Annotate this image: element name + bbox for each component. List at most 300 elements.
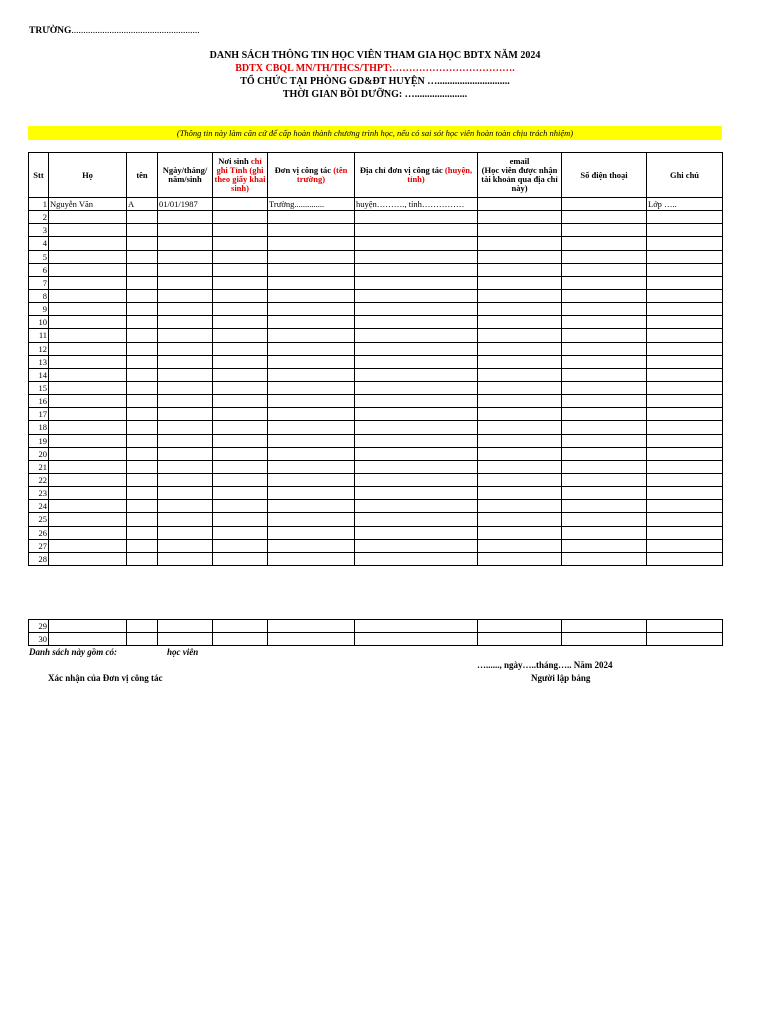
cell-phone[interactable] <box>562 633 647 646</box>
cell-email[interactable] <box>478 211 562 224</box>
cell-phone[interactable] <box>562 355 647 368</box>
cell-unit[interactable] <box>268 263 355 276</box>
cell-email[interactable] <box>478 539 562 552</box>
cell-ho[interactable] <box>49 355 127 368</box>
cell-phone[interactable] <box>562 513 647 526</box>
cell-ten[interactable] <box>127 473 158 486</box>
cell-dob[interactable] <box>158 381 213 394</box>
cell-ten[interactable] <box>127 263 158 276</box>
cell-unit[interactable] <box>268 316 355 329</box>
cell-unit[interactable]: Trường.............. <box>268 198 355 211</box>
cell-ho[interactable] <box>49 620 127 633</box>
cell-pob[interactable] <box>213 355 268 368</box>
cell-stt: 9 <box>29 303 49 316</box>
cell-ten[interactable] <box>127 539 158 552</box>
cell-dob[interactable] <box>158 303 213 316</box>
cell-note[interactable] <box>647 237 723 250</box>
cell-note[interactable] <box>647 473 723 486</box>
cell-stt: 3 <box>29 224 49 237</box>
cell-phone[interactable] <box>562 460 647 473</box>
cell-email[interactable] <box>478 460 562 473</box>
cell-dob[interactable] <box>158 447 213 460</box>
table-row <box>29 500 723 513</box>
cell-pob[interactable] <box>213 460 268 473</box>
cell-unit[interactable] <box>268 487 355 500</box>
cell-note[interactable] <box>647 434 723 447</box>
cell-phone[interactable] <box>562 487 647 500</box>
cell-address[interactable] <box>355 263 478 276</box>
cell-phone[interactable] <box>562 552 647 565</box>
cell-note[interactable]: Lớp ….. <box>647 198 723 211</box>
cell-email[interactable] <box>478 289 562 302</box>
cell-email[interactable] <box>478 316 562 329</box>
cell-ten[interactable] <box>127 316 158 329</box>
cell-ho[interactable] <box>49 526 127 539</box>
cell-ten[interactable] <box>127 552 158 565</box>
cell-note[interactable] <box>647 395 723 408</box>
cell-phone[interactable] <box>562 276 647 289</box>
col-header-unit <box>268 153 355 198</box>
col-header-ten: tên <box>127 153 158 198</box>
cell-dob[interactable] <box>158 237 213 250</box>
cell-ten[interactable] <box>127 224 158 237</box>
cell-dob[interactable] <box>158 633 213 646</box>
cell-unit[interactable] <box>268 355 355 368</box>
cell-note[interactable] <box>647 620 723 633</box>
cell-email[interactable] <box>478 237 562 250</box>
cell-unit[interactable] <box>268 500 355 513</box>
cell-ten[interactable] <box>127 620 158 633</box>
cell-dob[interactable] <box>158 276 213 289</box>
cell-email[interactable] <box>478 447 562 460</box>
cell-email[interactable] <box>478 633 562 646</box>
cell-pob[interactable] <box>213 198 268 211</box>
cell-ho[interactable] <box>49 329 127 342</box>
table-row <box>29 421 723 434</box>
cell-dob[interactable] <box>158 395 213 408</box>
cell-ho[interactable] <box>49 447 127 460</box>
cell-ten[interactable] <box>127 342 158 355</box>
cell-dob[interactable] <box>158 434 213 447</box>
cell-phone[interactable] <box>562 368 647 381</box>
cell-pob[interactable] <box>213 381 268 394</box>
school-blank: ...................................................... <box>71 26 200 36</box>
cell-email[interactable] <box>478 513 562 526</box>
cell-email[interactable] <box>478 329 562 342</box>
cell-phone[interactable] <box>562 237 647 250</box>
cell-ten[interactable] <box>127 276 158 289</box>
cell-phone[interactable] <box>562 539 647 552</box>
cell-unit[interactable] <box>268 211 355 224</box>
table-row <box>29 355 723 368</box>
cell-phone[interactable] <box>562 224 647 237</box>
cell-phone[interactable] <box>562 408 647 421</box>
cell-email[interactable] <box>478 355 562 368</box>
cell-email[interactable] <box>478 552 562 565</box>
cell-ho[interactable] <box>49 552 127 565</box>
cell-unit[interactable] <box>268 526 355 539</box>
cell-phone[interactable] <box>562 421 647 434</box>
cell-address[interactable] <box>355 633 478 646</box>
cell-unit[interactable] <box>268 395 355 408</box>
cell-email[interactable] <box>478 381 562 394</box>
cell-address[interactable] <box>355 447 478 460</box>
cell-unit[interactable] <box>268 552 355 565</box>
cell-note[interactable] <box>647 211 723 224</box>
cell-dob[interactable] <box>158 211 213 224</box>
cell-address[interactable] <box>355 316 478 329</box>
cell-phone[interactable] <box>562 303 647 316</box>
cell-address[interactable] <box>355 500 478 513</box>
cell-ho[interactable] <box>49 250 127 263</box>
cell-ho[interactable] <box>49 460 127 473</box>
cell-note[interactable] <box>647 368 723 381</box>
cell-ten[interactable] <box>127 513 158 526</box>
cell-note[interactable] <box>647 224 723 237</box>
cell-ten[interactable]: A <box>127 198 158 211</box>
table-header-row <box>29 153 723 198</box>
cell-unit[interactable] <box>268 633 355 646</box>
cell-ho[interactable] <box>49 473 127 486</box>
cell-pob[interactable] <box>213 487 268 500</box>
cell-ten[interactable] <box>127 408 158 421</box>
cell-stt: 17 <box>29 408 49 421</box>
cell-address[interactable] <box>355 250 478 263</box>
cell-address[interactable] <box>355 368 478 381</box>
cell-address[interactable] <box>355 237 478 250</box>
cell-address[interactable] <box>355 303 478 316</box>
cell-note[interactable] <box>647 447 723 460</box>
cell-email[interactable] <box>478 620 562 633</box>
cell-unit[interactable] <box>268 250 355 263</box>
cell-phone[interactable] <box>562 198 647 211</box>
cell-stt: 13 <box>29 355 49 368</box>
cell-note[interactable] <box>647 342 723 355</box>
cell-note[interactable] <box>647 500 723 513</box>
cell-phone[interactable] <box>562 500 647 513</box>
cell-pob[interactable] <box>213 500 268 513</box>
cell-pob[interactable] <box>213 513 268 526</box>
cell-note[interactable] <box>647 513 723 526</box>
cell-email[interactable] <box>478 276 562 289</box>
cell-ho[interactable] <box>49 500 127 513</box>
cell-pob[interactable] <box>213 408 268 421</box>
cell-ten[interactable] <box>127 395 158 408</box>
cell-ten[interactable] <box>127 211 158 224</box>
cell-unit[interactable] <box>268 434 355 447</box>
cell-dob[interactable] <box>158 473 213 486</box>
cell-address[interactable] <box>355 329 478 342</box>
cell-note[interactable] <box>647 316 723 329</box>
cell-email[interactable] <box>478 224 562 237</box>
cell-email[interactable] <box>478 421 562 434</box>
cell-stt: 25 <box>29 513 49 526</box>
cell-ho[interactable] <box>49 276 127 289</box>
table-body-continued <box>29 620 723 646</box>
cell-ten[interactable] <box>127 434 158 447</box>
table-row <box>29 552 723 565</box>
cell-email[interactable] <box>478 250 562 263</box>
cell-dob[interactable] <box>158 421 213 434</box>
cell-pob[interactable] <box>213 434 268 447</box>
cell-phone[interactable] <box>562 329 647 342</box>
cell-address[interactable] <box>355 473 478 486</box>
cell-ho[interactable] <box>49 289 127 302</box>
cell-unit[interactable] <box>268 224 355 237</box>
cell-phone[interactable] <box>562 289 647 302</box>
cell-pob[interactable] <box>213 224 268 237</box>
cell-email[interactable] <box>478 303 562 316</box>
cell-ho[interactable] <box>49 342 127 355</box>
cell-phone[interactable] <box>562 395 647 408</box>
cell-phone[interactable] <box>562 250 647 263</box>
cell-dob[interactable] <box>158 368 213 381</box>
cell-unit[interactable] <box>268 460 355 473</box>
cell-ten[interactable] <box>127 368 158 381</box>
cell-ten[interactable] <box>127 237 158 250</box>
cell-phone[interactable] <box>562 263 647 276</box>
cell-pob[interactable] <box>213 303 268 316</box>
cell-note[interactable] <box>647 276 723 289</box>
cell-ho[interactable] <box>49 316 127 329</box>
col-header-dob: Ngày/tháng/ năm/sinh <box>158 153 213 198</box>
cell-pob[interactable] <box>213 276 268 289</box>
cell-unit[interactable] <box>268 303 355 316</box>
col-header-ho: Họ <box>49 153 127 198</box>
cell-dob[interactable] <box>158 487 213 500</box>
cell-dob[interactable]: 01/01/1987 <box>158 198 213 211</box>
cell-unit[interactable] <box>268 276 355 289</box>
cell-pob[interactable] <box>213 421 268 434</box>
cell-note[interactable] <box>647 263 723 276</box>
cell-phone[interactable] <box>562 526 647 539</box>
cell-address[interactable] <box>355 355 478 368</box>
cell-dob[interactable] <box>158 460 213 473</box>
cell-address[interactable] <box>355 552 478 565</box>
cell-dob[interactable] <box>158 526 213 539</box>
cell-dob[interactable] <box>158 552 213 565</box>
cell-email[interactable] <box>478 473 562 486</box>
cell-phone[interactable] <box>562 211 647 224</box>
cell-dob[interactable] <box>158 289 213 302</box>
cell-pob[interactable] <box>213 316 268 329</box>
cell-unit[interactable] <box>268 473 355 486</box>
cell-note[interactable] <box>647 355 723 368</box>
program-line: BDTX CBQL MN/TH/THCS/THPT:………………………………. <box>235 63 515 74</box>
cell-unit[interactable] <box>268 381 355 394</box>
cell-address[interactable] <box>355 526 478 539</box>
cell-note[interactable] <box>647 487 723 500</box>
cell-ho[interactable] <box>49 263 127 276</box>
cell-ten[interactable] <box>127 329 158 342</box>
organizer-line: TỔ CHỨC TẠI PHÒNG GD&ĐT HUYỆN …............................. <box>240 76 510 87</box>
cell-email[interactable] <box>478 487 562 500</box>
cell-pob[interactable] <box>213 237 268 250</box>
cell-pob[interactable] <box>213 395 268 408</box>
cell-ho[interactable] <box>49 434 127 447</box>
cell-note[interactable] <box>647 381 723 394</box>
cell-ho[interactable] <box>49 237 127 250</box>
cell-address[interactable] <box>355 342 478 355</box>
cell-dob[interactable] <box>158 513 213 526</box>
cell-address[interactable] <box>355 421 478 434</box>
cell-ho[interactable] <box>49 408 127 421</box>
cell-stt: 10 <box>29 316 49 329</box>
cell-ho[interactable] <box>49 381 127 394</box>
cell-unit[interactable] <box>268 329 355 342</box>
cell-address[interactable] <box>355 408 478 421</box>
cell-note[interactable] <box>647 526 723 539</box>
cell-email[interactable] <box>478 342 562 355</box>
cell-note[interactable] <box>647 408 723 421</box>
cell-note[interactable] <box>647 552 723 565</box>
cell-ten[interactable] <box>127 487 158 500</box>
table-row <box>29 513 723 526</box>
cell-ho[interactable] <box>49 421 127 434</box>
cell-dob[interactable] <box>158 539 213 552</box>
cell-pob[interactable] <box>213 620 268 633</box>
cell-ho[interactable]: Nguyễn Văn <box>49 198 127 211</box>
cell-pob[interactable] <box>213 633 268 646</box>
cell-pob[interactable] <box>213 473 268 486</box>
cell-phone[interactable] <box>562 473 647 486</box>
cell-email[interactable] <box>478 368 562 381</box>
cell-pob[interactable] <box>213 250 268 263</box>
cell-address[interactable]: huyện………., tỉnh…………… <box>355 198 478 211</box>
cell-note[interactable] <box>647 303 723 316</box>
cell-ten[interactable] <box>127 303 158 316</box>
table-row <box>29 620 723 633</box>
cell-pob[interactable] <box>213 329 268 342</box>
cell-ho[interactable] <box>49 224 127 237</box>
cell-ho[interactable] <box>49 395 127 408</box>
cell-pob[interactable] <box>213 263 268 276</box>
cell-note[interactable] <box>647 539 723 552</box>
cell-address[interactable] <box>355 539 478 552</box>
cell-ten[interactable] <box>127 250 158 263</box>
cell-ten[interactable] <box>127 421 158 434</box>
table-row <box>29 447 723 460</box>
col-header-address-note: (huyện, tỉnh) <box>407 165 473 184</box>
cell-phone[interactable] <box>562 316 647 329</box>
cell-address[interactable] <box>355 381 478 394</box>
cell-unit[interactable] <box>268 513 355 526</box>
cell-phone[interactable] <box>562 447 647 460</box>
cell-ten[interactable] <box>127 633 158 646</box>
cell-phone[interactable] <box>562 434 647 447</box>
cell-email[interactable] <box>478 526 562 539</box>
table-row <box>29 408 723 421</box>
cell-ho[interactable] <box>49 633 127 646</box>
table-row <box>29 460 723 473</box>
cell-address[interactable] <box>355 434 478 447</box>
cell-note[interactable] <box>647 633 723 646</box>
cell-unit[interactable] <box>268 539 355 552</box>
cell-email[interactable] <box>478 434 562 447</box>
cell-dob[interactable] <box>158 620 213 633</box>
cell-phone[interactable] <box>562 620 647 633</box>
cell-unit[interactable] <box>268 289 355 302</box>
cell-pob[interactable] <box>213 552 268 565</box>
cell-dob[interactable] <box>158 408 213 421</box>
cell-unit[interactable] <box>268 408 355 421</box>
cell-address[interactable] <box>355 395 478 408</box>
cell-pob[interactable] <box>213 447 268 460</box>
cell-phone[interactable] <box>562 381 647 394</box>
cell-ho[interactable] <box>49 303 127 316</box>
cell-stt: 26 <box>29 526 49 539</box>
cell-unit[interactable] <box>268 368 355 381</box>
cell-address[interactable] <box>355 487 478 500</box>
cell-dob[interactable] <box>158 342 213 355</box>
cell-ten[interactable] <box>127 447 158 460</box>
cell-email[interactable] <box>478 408 562 421</box>
cell-address[interactable] <box>355 289 478 302</box>
cell-note[interactable] <box>647 421 723 434</box>
cell-pob[interactable] <box>213 368 268 381</box>
cell-address[interactable] <box>355 211 478 224</box>
cell-ho[interactable] <box>49 539 127 552</box>
cell-stt: 14 <box>29 368 49 381</box>
cell-note[interactable] <box>647 289 723 302</box>
cell-dob[interactable] <box>158 316 213 329</box>
student-table <box>28 152 723 566</box>
cell-pob[interactable] <box>213 526 268 539</box>
cell-dob[interactable] <box>158 224 213 237</box>
col-header-email-note: (Học viên được nhận tài khoản qua địa chỉ này) <box>481 165 558 193</box>
cell-email[interactable] <box>478 500 562 513</box>
cell-email[interactable] <box>478 198 562 211</box>
cell-email[interactable] <box>478 263 562 276</box>
cell-unit[interactable] <box>268 342 355 355</box>
cell-unit[interactable] <box>268 447 355 460</box>
cell-dob[interactable] <box>158 500 213 513</box>
cell-address[interactable] <box>355 513 478 526</box>
cell-ten[interactable] <box>127 289 158 302</box>
table-row <box>29 303 723 316</box>
cell-dob[interactable] <box>158 329 213 342</box>
cell-ho[interactable] <box>49 487 127 500</box>
cell-ten[interactable] <box>127 526 158 539</box>
cell-ho[interactable] <box>49 513 127 526</box>
cell-ten[interactable] <box>127 500 158 513</box>
cell-pob[interactable] <box>213 289 268 302</box>
cell-phone[interactable] <box>562 342 647 355</box>
cell-address[interactable] <box>355 276 478 289</box>
cell-ho[interactable] <box>49 211 127 224</box>
cell-note[interactable] <box>647 460 723 473</box>
cell-ten[interactable] <box>127 355 158 368</box>
cell-pob[interactable] <box>213 211 268 224</box>
cell-ho[interactable] <box>49 368 127 381</box>
cell-unit[interactable] <box>268 237 355 250</box>
cell-pob[interactable] <box>213 539 268 552</box>
cell-dob[interactable] <box>158 263 213 276</box>
cell-note[interactable] <box>647 250 723 263</box>
cell-email[interactable] <box>478 395 562 408</box>
cell-dob[interactable] <box>158 250 213 263</box>
cell-unit[interactable] <box>268 620 355 633</box>
cell-unit[interactable] <box>268 421 355 434</box>
cell-ten[interactable] <box>127 460 158 473</box>
cell-note[interactable] <box>647 329 723 342</box>
cell-address[interactable] <box>355 224 478 237</box>
cell-ten[interactable] <box>127 381 158 394</box>
cell-address[interactable] <box>355 460 478 473</box>
cell-dob[interactable] <box>158 355 213 368</box>
cell-address[interactable] <box>355 620 478 633</box>
cell-pob[interactable] <box>213 342 268 355</box>
